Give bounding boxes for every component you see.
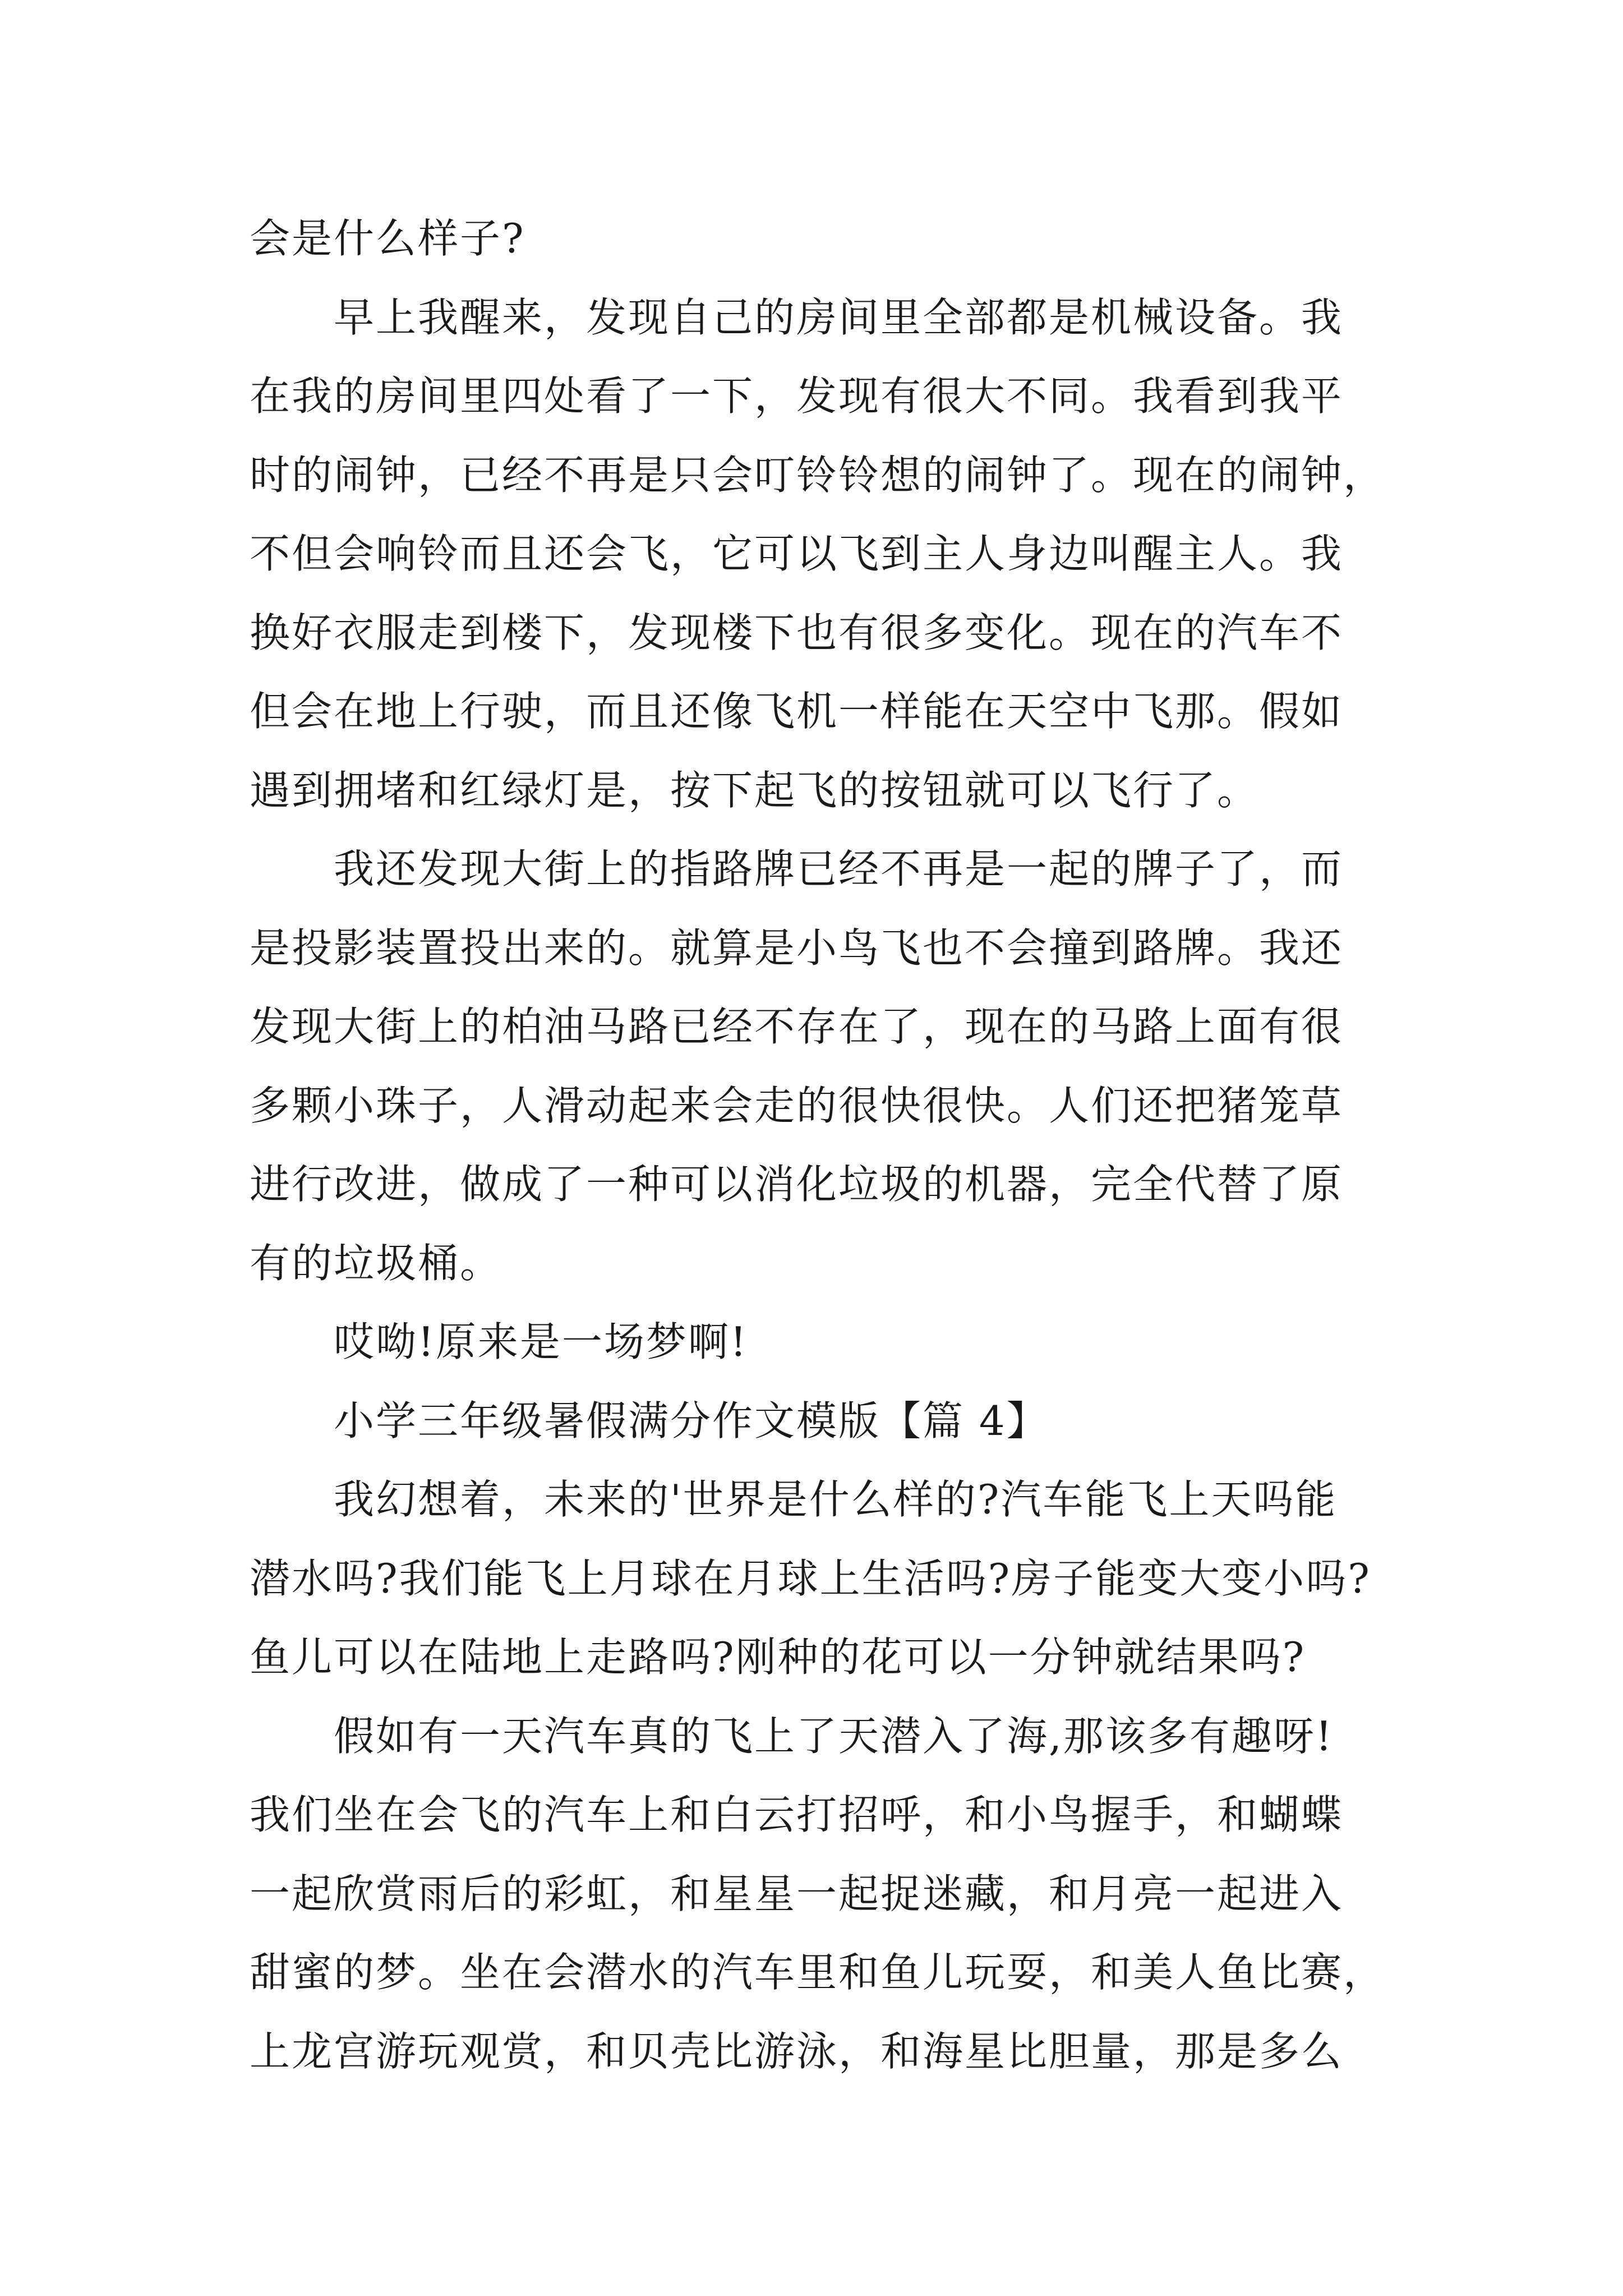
text-line: 在我的房间里四处看了一下，发现有很大不同。我看到我平 bbox=[250, 372, 1344, 420]
text-line: 发现大街上的柏油马路已经不存在了，现在的马路上面有很 bbox=[250, 1003, 1344, 1050]
text-line: 遇到拥堵和红绿灯是，按下起飞的按钮就可以飞行了。 bbox=[250, 766, 1260, 814]
text-line: 一起欣赏雨后的彩虹，和星星一起捉迷藏，和月亮一起进入 bbox=[250, 1870, 1344, 1917]
text-line: 换好衣服走到楼下，发现楼下也有很多变化。现在的汽车不 bbox=[250, 609, 1344, 656]
text-line: 甜蜜的梦。坐在会潜水的汽车里和鱼儿玩耍，和美人鱼比赛， bbox=[250, 1949, 1386, 1996]
paragraph-first-line: 我幻想着，未来的'世界是什么样的?汽车能飞上天吗能 bbox=[334, 1476, 1338, 1523]
text-line: 我们坐在会飞的汽车上和白云打招呼，和小鸟握手，和蝴蝶 bbox=[250, 1791, 1344, 1838]
text-line: 有的垃圾桶。 bbox=[250, 1239, 502, 1287]
article-body bbox=[250, 199, 1388, 2091]
paragraph-first-line: 早上我醒来，发现自己的房间里全部都是机械设备。我 bbox=[334, 293, 1344, 341]
text-line: 潜水吗?我们能飞上月球在月球上生活吗?房子能变大变小吗? bbox=[250, 1554, 1371, 1602]
text-line: 进行改进，做成了一种可以消化垃圾的机器，完全代替了原 bbox=[250, 1161, 1344, 1208]
paragraph-first-line: 我还发现大街上的指路牌已经不再是一起的牌子了，而 bbox=[334, 845, 1344, 892]
text-line: 多颗小珠子，人滑动起来会走的很快很快。人们还把猪笼草 bbox=[250, 1082, 1344, 1129]
text-line: 上龙宫游玩观赏，和贝壳比游泳，和海星比胆量，那是多么 bbox=[250, 2027, 1344, 2075]
paragraph-first-line: 假如有一天汽车真的飞上了天潜入了海,那该多有趣呀! bbox=[334, 1712, 1334, 1760]
text-line: 不但会响铃而且还会飞，它可以飞到主人身边叫醒主人。我 bbox=[250, 530, 1344, 577]
text-line: 但会在地上行驶，而且还像飞机一样能在天空中飞那。假如 bbox=[250, 688, 1344, 735]
paragraph-first-line: 哎呦!原来是一场梦啊! bbox=[334, 1318, 748, 1365]
text-line: 鱼儿可以在陆地上走路吗?刚种的花可以一分钟就结果吗? bbox=[250, 1634, 1306, 1681]
text-line: 时的闹钟，已经不再是只会叮铃铃想的闹钟了。现在的闹钟， bbox=[250, 451, 1386, 499]
section-heading: 小学三年级暑假满分作文模版【篇 4】 bbox=[334, 1397, 1049, 1444]
text-line: 会是什么样子? bbox=[250, 215, 525, 262]
text-line: 是投影装置投出来的。就算是小鸟飞也不会撞到路牌。我还 bbox=[250, 924, 1344, 972]
